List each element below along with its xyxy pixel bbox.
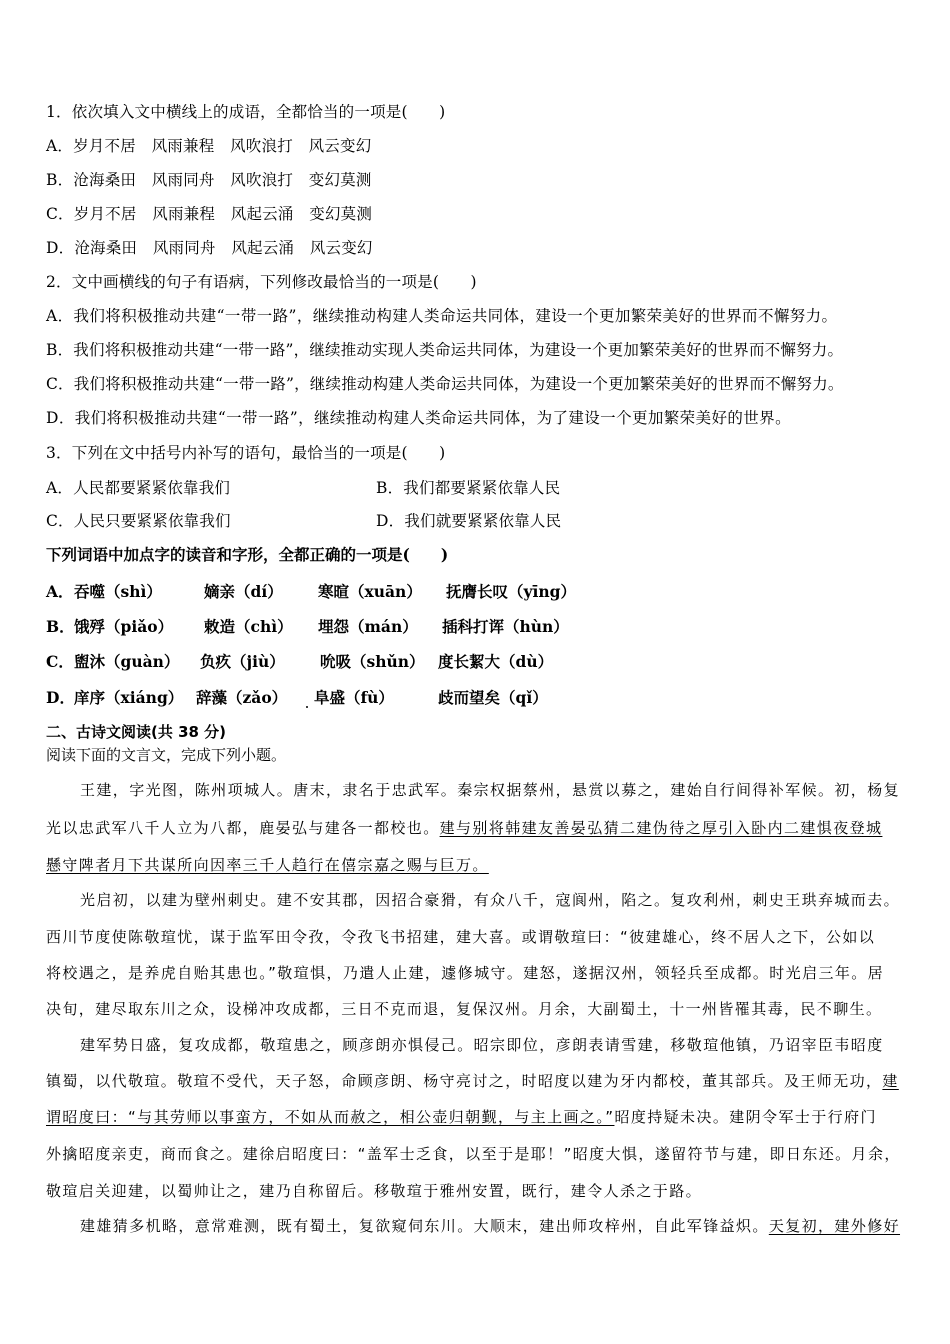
- passage-text: 昭度持疑未决。建阴令军士于行府门: [614, 1108, 877, 1126]
- passage-line: 将校遇之，是养虎自贻其患也。”敬瑄惧，乃遣人止建，遽修城守。建怒，遂据汉州，领轻兵至成都。时光启三年。居: [46, 964, 885, 982]
- passage-line: [80, 1216, 900, 1236]
- q2-option-b: B．我们将积极推动共建“一带一路”，继续推动实现人类命运共同体，为建设一个更加繁荣美好的世界而不懈努力。: [46, 341, 844, 359]
- q4-word: 埋怨（mán）: [318, 617, 418, 636]
- q2-option-c: C．我们将积极推动共建“一带一路”，继续推动构建人类命运共同体，为建设一个更加繁荣美好的世界而不懈努力。: [46, 375, 844, 393]
- q1-option-a: A．岁月不居 风雨兼程 风吹浪打 风云变幻: [46, 137, 372, 155]
- section-title: 二、古诗文阅读(共 38 分): [46, 723, 227, 741]
- passage-line: [46, 1107, 877, 1127]
- q2-option-d: D．我们将积极推动共建“一带一路”，继续推动构建人类命运共同体，为了建设一个更加繁荣美好的世界。: [46, 409, 791, 427]
- q4-word: 吞噬（shì）: [74, 582, 162, 601]
- q3-option-b: B．我们都要紧紧依靠人民: [376, 479, 561, 497]
- q4-word: 歧而望矣（qǐ）: [438, 688, 548, 707]
- underlined-sentence: 建: [882, 1072, 899, 1090]
- section-intro: 阅读下面的文言文，完成下列小题。: [46, 746, 287, 764]
- q4-word: 嫡亲（dí）: [204, 582, 283, 601]
- passage-line: [46, 818, 882, 838]
- q1-option-b: B．沧海桑田 风雨同舟 风吹浪打 变幻莫测: [46, 171, 372, 189]
- q3-option-c: C．人民只要紧紧依靠我们: [46, 512, 231, 530]
- passage-line: 西川节度使陈敬瑄忧，谋于监军田令孜，令孜飞书招建，建大喜。或谓敬瑄曰：“彼建雄心，终不居人之下，公如以: [46, 928, 876, 946]
- q4-word: 度长絜大（dù）: [438, 652, 554, 671]
- passage-text: 镇蜀，以代敬瑄。敬瑄不受代，天子怒，命顾彦朗、杨守亮讨之，时昭度以建为牙内都校，董其部兵。及王师无功，: [46, 1072, 883, 1090]
- passage-line: 敬瑄启关迎建，以蜀帅让之，建乃自称留后。移敬瑄于雅州安置，既行，建令人杀之于路。: [46, 1182, 703, 1200]
- q4-option-label: B．: [46, 617, 75, 636]
- q4-word: 抚膺长叹（yīng）: [446, 582, 577, 601]
- q2-stem: 2．文中画横线的句子有语病，下列修改最恰当的一项是( ): [46, 273, 477, 291]
- passage-text: 建雄猜多机略，意常难测，既有蜀土，复欲窥伺东川。大顺末，建出师攻梓州，自此军锋益炽。: [80, 1217, 769, 1235]
- q3-option-a: A．人民都要紧紧依靠我们: [46, 479, 231, 497]
- passage-line: 光启初，以建为壁州刺史。建不安其郡，因招合豪猾，有众八千，寇阆州，陷之。复攻利州，刺史王珙弃城而去。: [80, 891, 901, 909]
- passage-text: 光以忠武军八千人立为八都，鹿晏弘与建各一都校也。: [46, 819, 440, 837]
- q4-word: 吮吸（shǔn）: [320, 652, 425, 671]
- passage-line: 外擒昭度亲吏，商而食之。建徐启昭度曰：“盖军士乏食，以至于是耶！”昭度大惧，遂留符节与建，即日东还。月余，: [46, 1145, 901, 1163]
- q4-word: 辞藻（zǎo）: [196, 688, 288, 707]
- q4-word: 敕造（chì）: [204, 617, 293, 636]
- q4-word: 负疚（jiù）: [200, 652, 285, 671]
- q4-word: 插科打诨（hùn）: [442, 617, 569, 636]
- q4-word: 寒暄（xuān）: [318, 582, 422, 601]
- q1-option-c: C．岁月不居 风雨兼程 风起云涌 变幻莫测: [46, 205, 373, 223]
- q4-option-label: A．: [46, 582, 74, 601]
- underlined-sentence: 懸守陴者月下共谋所向因率三千人趋行在僖宗嘉之赐与巨万。: [46, 856, 489, 874]
- passage-line: [46, 1071, 899, 1091]
- q3-stem: 3．下列在文中括号内补写的语句，最恰当的一项是( ): [46, 444, 446, 462]
- underlined-sentence: 建与别将韩建友善晏弘猜二建伪待之厚引入卧内二建惧夜登城: [439, 819, 883, 837]
- q4-word: 盥沐（guàn）: [74, 652, 180, 671]
- q1-option-d: D．沧海桑田 风雨同舟 风起云涌 风云变幻: [46, 239, 373, 257]
- passage-line: 决旬，建尽取东川之众，设梯冲攻成都，三日不克而退，复保汉州。月余，大副蜀土，十一州皆罹其毒，民不聊生。: [46, 1000, 883, 1018]
- q4-word: 阜盛（fù）: [314, 688, 394, 707]
- q2-option-a: A．我们将积极推动共建“一带一路”，继续推动构建人类命运共同体，建设一个更加繁荣美好的世界而不懈努力。: [46, 307, 838, 325]
- q4-word: 饿殍（piǎo）: [74, 617, 174, 636]
- q3-option-d: D．我们就要紧紧依靠人民: [376, 512, 562, 530]
- q4-option-label: C．: [46, 652, 74, 671]
- q4-word: 庠序（xiáng）: [74, 688, 184, 707]
- q1-stem: 1．依次填入文中横线上的成语，全都恰当的一项是( ): [46, 103, 446, 121]
- q4-stem: 下列词语中加点字的读音和字形，全都正确的一项是( ): [46, 545, 449, 564]
- emphasis-dot: [306, 706, 308, 708]
- passage-line: 建军势日盛，复攻成都，敬瑄患之，顾彦朗亦惧侵己。昭宗即位，彦朗表请雪建，移敬瑄他镇，乃诏宰臣韦昭度: [80, 1036, 884, 1054]
- q4-option-label: D．: [46, 688, 75, 707]
- underlined-sentence: 谓昭度曰：“与其劳师以事蛮方，不如从而赦之，相公壶归朝觐，与主上画之。”: [46, 1108, 615, 1126]
- passage-line: 王建，字光图，陈州项城人。唐末，隶名于忠武军。秦宗权据蔡州，悬赏以募之，建始自行间得补军候。初，杨复: [80, 781, 901, 799]
- underlined-sentence: 天复初，建外修好: [768, 1217, 901, 1235]
